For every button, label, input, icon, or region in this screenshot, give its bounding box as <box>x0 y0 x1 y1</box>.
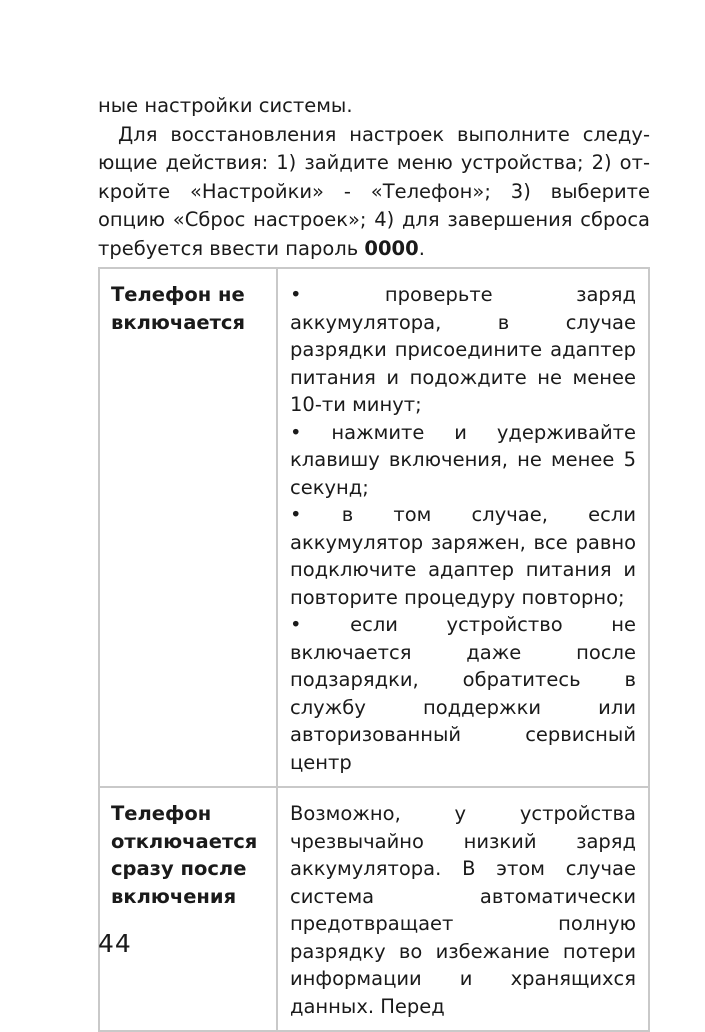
solution-item: • проверьте заряд аккумулятора, в случае разрядки присоедините адаптер питания и подождите не менее 10-ти минут; <box>290 283 636 416</box>
intro-continuation: ные настройки системы. <box>98 94 353 117</box>
table-row <box>99 268 649 787</box>
intro-paragraph <box>98 121 650 264</box>
problem-cell: Телефон отключается сразу после включения <box>99 787 277 1031</box>
solution-cell <box>277 787 649 1031</box>
solution-text: Возможно, у устройства чрезвычайно низкий заряд аккумулятора. В этом случае система автоматически предотвращает полную разрядку во избежание потери информации и хранящихся данных. Перед <box>290 802 636 1018</box>
reset-password: 0000 <box>364 236 419 260</box>
troubleshooting-table <box>98 267 650 1032</box>
solution-item: • нажмите и удерживайте клавишу включения, не менее 5 секунд; <box>290 420 636 499</box>
page-number: 44 <box>98 929 132 958</box>
intro-paragraph-end: . <box>418 236 425 260</box>
solution-item: • если устройство не включается даже после подзарядки, обратитесь в службу поддержки или авторизованный сервисный центр <box>290 613 636 774</box>
solution-item: • в том случае, если аккумулятор заряжен, все равно подключите адаптер питания и повторите процедуру повторно; <box>290 503 636 609</box>
solution-cell <box>277 268 649 787</box>
intro-text <box>98 92 650 263</box>
intro-paragraph-main: Для восстановления настроек выполните следующие действия: 1) зайдите меню устройства; 2) откройте «Настройки» - «Телефон»; 3) выберите опцию «Сброс настроек»; 4) для завершения сброса требуется ввести пароль <box>98 122 650 260</box>
problem-cell: Телефон не включается <box>99 268 277 787</box>
table-row <box>99 787 649 1031</box>
